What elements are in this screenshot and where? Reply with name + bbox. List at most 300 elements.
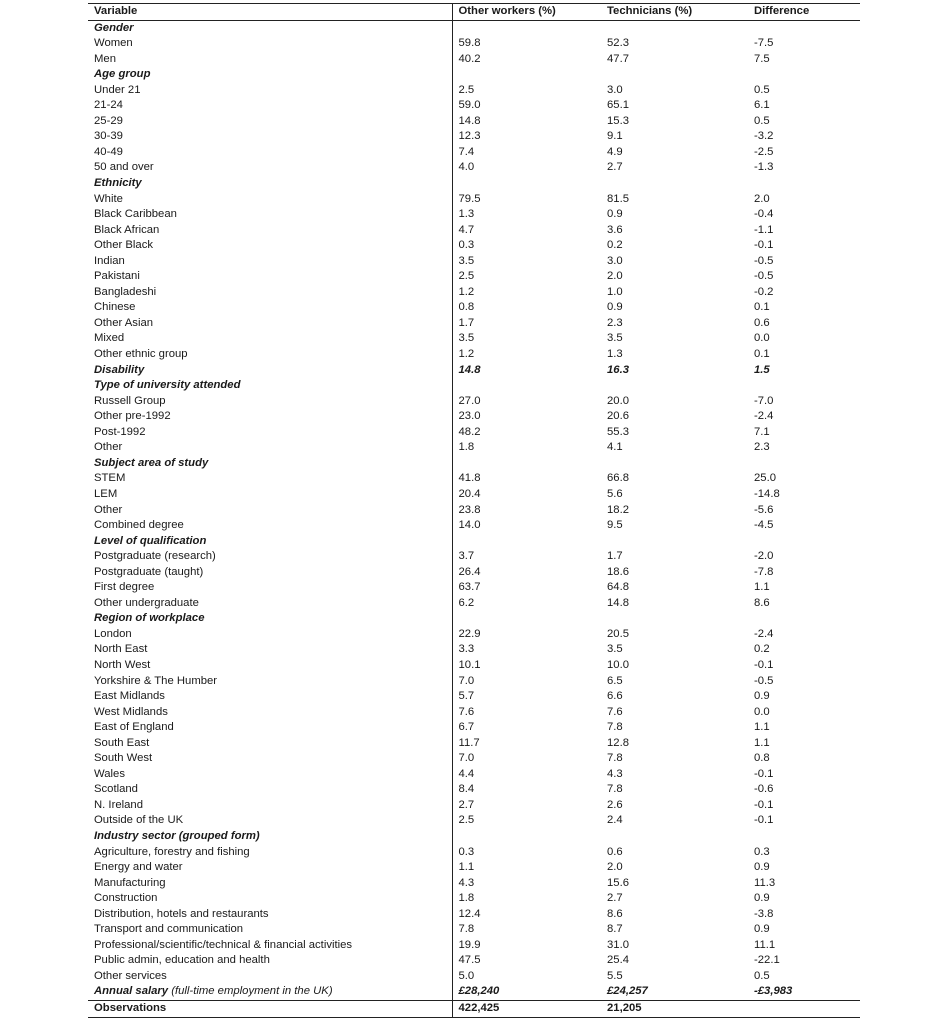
difference-cell xyxy=(748,378,860,394)
other-workers-cell: 7.4 xyxy=(452,145,601,161)
table-row xyxy=(88,36,860,52)
row-label-text: Age group xyxy=(94,68,151,81)
table-row xyxy=(88,674,860,690)
other-workers-cell: 47.5 xyxy=(452,953,601,969)
table-row xyxy=(88,394,860,410)
difference-cell: -7.0 xyxy=(754,394,774,407)
other-workers-cell xyxy=(452,611,601,627)
row-label xyxy=(88,1001,452,1018)
technicians-cell: 14.8 xyxy=(607,596,629,609)
row-label xyxy=(88,627,452,643)
row-label-text: Outside of the UK xyxy=(94,814,184,827)
row-label-text: Women xyxy=(94,37,133,50)
technicians-cell: 7.8 xyxy=(607,783,623,796)
difference-cell: 2.3 xyxy=(754,441,770,454)
table-row xyxy=(88,782,860,798)
technicians-cell: 1.3 xyxy=(607,348,623,361)
difference-cell: -22.1 xyxy=(754,954,780,967)
row-label xyxy=(88,114,452,130)
section-label xyxy=(88,378,452,394)
difference-cell: 0.8 xyxy=(754,752,770,765)
table-row xyxy=(88,285,860,301)
other-workers-cell: 3.5 xyxy=(452,331,601,347)
row-label xyxy=(88,705,452,721)
difference-cell: 1.1 xyxy=(754,721,770,734)
row-label-text: Observations xyxy=(94,1002,167,1014)
table-row xyxy=(88,705,860,721)
row-label-text: Other Black xyxy=(94,239,154,252)
table-row xyxy=(88,813,860,829)
section-label xyxy=(88,20,452,36)
table-row xyxy=(88,751,860,767)
technicians-cell: 6.5 xyxy=(607,674,623,687)
table-row xyxy=(88,907,860,923)
row-label-text: Region of workplace xyxy=(94,612,205,625)
row-label xyxy=(88,238,452,254)
row-label-text: North West xyxy=(94,658,151,671)
table-body xyxy=(88,20,860,1017)
row-label xyxy=(88,953,452,969)
table-row xyxy=(88,487,860,503)
other-workers-cell: 4.4 xyxy=(452,767,601,783)
row-label xyxy=(88,254,452,270)
table-row xyxy=(88,689,860,705)
difference-cell: -3.8 xyxy=(754,907,774,920)
technicians-cell: 3.0 xyxy=(607,254,623,267)
difference-cell: -£3,983 xyxy=(754,985,793,998)
other-workers-cell: 22.9 xyxy=(452,627,601,643)
row-label xyxy=(88,876,452,892)
row-label xyxy=(88,316,452,332)
difference-cell: 0.1 xyxy=(754,301,770,314)
technicians-cell: 1.7 xyxy=(607,550,623,563)
row-label-text: Type of university attended xyxy=(94,379,241,392)
difference-cell: 0.9 xyxy=(754,892,770,905)
row-label-text: Yorkshire & The Humber xyxy=(94,674,218,687)
table-row xyxy=(88,129,860,145)
row-label xyxy=(88,52,452,68)
row-label-text: South East xyxy=(94,736,150,749)
difference-cell: 2.0 xyxy=(754,192,770,205)
row-label-text: 25-29 xyxy=(94,114,123,127)
other-workers-cell: 4.3 xyxy=(452,876,601,892)
row-label-text: Other Asian xyxy=(94,316,154,329)
row-label xyxy=(88,503,452,519)
technicians-cell: 9.1 xyxy=(607,130,623,143)
row-label xyxy=(88,518,452,534)
row-label-text: North East xyxy=(94,643,148,656)
difference-cell: -0.5 xyxy=(754,254,774,267)
other-workers-cell: 3.7 xyxy=(452,549,601,565)
technicians-cell: 81.5 xyxy=(607,192,629,205)
technicians-cell: 15.3 xyxy=(607,114,629,127)
difference-cell: -0.1 xyxy=(754,767,774,780)
row-label xyxy=(88,207,452,223)
other-workers-cell: 10.1 xyxy=(452,658,601,674)
row-label xyxy=(88,674,452,690)
difference-cell: -4.5 xyxy=(754,519,774,532)
table-row xyxy=(88,52,860,68)
other-workers-cell: 12.4 xyxy=(452,907,601,923)
other-workers-cell: 59.0 xyxy=(452,98,601,114)
row-label xyxy=(88,223,452,239)
table-row xyxy=(88,440,860,456)
table-row xyxy=(88,114,860,130)
difference-cell: -7.8 xyxy=(754,565,774,578)
technicians-cell: 4.3 xyxy=(607,767,623,780)
row-label-text: East Midlands xyxy=(94,690,165,703)
row-label xyxy=(88,813,452,829)
row-label-text: Under 21 xyxy=(94,83,141,96)
difference-cell: 0.6 xyxy=(754,316,770,329)
technicians-cell xyxy=(601,611,748,627)
technicians-cell: 3.5 xyxy=(607,643,623,656)
table-row xyxy=(88,580,860,596)
table-row xyxy=(88,627,860,643)
row-label xyxy=(88,440,452,456)
row-label-text: Energy and water xyxy=(94,861,183,874)
table-row xyxy=(88,425,860,441)
row-label xyxy=(88,347,452,363)
section-header-row xyxy=(88,67,860,83)
technicians-cell: 5.6 xyxy=(607,487,623,500)
technicians-cell: 2.3 xyxy=(607,316,623,329)
technicians-cell: 0.9 xyxy=(607,301,623,314)
technicians-cell: 8.6 xyxy=(607,907,623,920)
row-label-text: 40-49 xyxy=(94,145,123,158)
row-label-text: Wales xyxy=(94,767,125,780)
other-workers-cell: 79.5 xyxy=(452,192,601,208)
technicians-cell: 2.0 xyxy=(607,270,623,283)
difference-cell: -1.3 xyxy=(754,161,774,174)
row-label xyxy=(88,798,452,814)
other-workers-cell xyxy=(452,534,601,550)
technicians-cell: 3.0 xyxy=(607,83,623,96)
other-workers-cell: 20.4 xyxy=(452,487,601,503)
difference-cell: 0.1 xyxy=(754,348,770,361)
other-workers-cell: 1.8 xyxy=(452,440,601,456)
difference-cell: 0.0 xyxy=(754,705,770,718)
difference-cell: -0.5 xyxy=(754,674,774,687)
difference-cell: 0.0 xyxy=(754,332,770,345)
table-row xyxy=(88,798,860,814)
other-workers-cell: 7.0 xyxy=(452,751,601,767)
row-label xyxy=(88,269,452,285)
row-label-text: Level of qualification xyxy=(94,534,207,547)
other-workers-cell: 0.3 xyxy=(452,238,601,254)
row-label-text: Black Caribbean xyxy=(94,208,177,221)
section-header-row xyxy=(88,20,860,36)
row-label-text: Industry sector (grouped form) xyxy=(94,829,260,842)
other-workers-cell: 11.7 xyxy=(452,736,601,752)
row-label xyxy=(88,922,452,938)
header-technicians: Technicians (%) xyxy=(601,4,748,20)
technicians-cell xyxy=(601,176,748,192)
difference-cell: 7.1 xyxy=(754,425,770,438)
technicians-cell: 2.0 xyxy=(607,861,623,874)
table-row xyxy=(88,767,860,783)
table-row xyxy=(88,269,860,285)
row-label-text: 50 and over xyxy=(94,161,154,174)
difference-cell: 0.9 xyxy=(754,861,770,874)
row-label-text: Subject area of study xyxy=(94,456,209,469)
table-row xyxy=(88,300,860,316)
technicians-cell: 64.8 xyxy=(607,581,629,594)
technicians-cell: 4.9 xyxy=(607,145,623,158)
row-label-text: Manufacturing xyxy=(94,876,166,889)
other-workers-cell: 23.0 xyxy=(452,409,601,425)
difference-cell: 1.1 xyxy=(754,581,770,594)
difference-cell: -14.8 xyxy=(754,487,780,500)
row-label-text: Men xyxy=(94,52,116,65)
technicians-cell: 3.6 xyxy=(607,223,623,236)
difference-cell xyxy=(748,67,860,83)
table-row xyxy=(88,720,860,736)
row-label xyxy=(88,751,452,767)
technicians-cell: 16.3 xyxy=(607,363,629,376)
row-label-text: Postgraduate (taught) xyxy=(94,565,204,578)
other-workers-cell: 40.2 xyxy=(452,52,601,68)
row-label xyxy=(88,891,452,907)
section-header-row xyxy=(88,534,860,550)
table-row xyxy=(88,642,860,658)
other-workers-cell: £28,240 xyxy=(452,984,601,1000)
row-label-text: White xyxy=(94,192,123,205)
difference-cell: -0.5 xyxy=(754,270,774,283)
table-row xyxy=(88,363,860,379)
difference-cell: 0.5 xyxy=(754,969,770,982)
row-label xyxy=(88,331,452,347)
technicians-cell: 1.0 xyxy=(607,285,623,298)
row-label xyxy=(88,363,452,379)
other-workers-cell: 4.0 xyxy=(452,160,601,176)
row-label-text: Postgraduate (research) xyxy=(94,550,216,563)
other-workers-cell xyxy=(452,829,601,845)
section-header-row xyxy=(88,829,860,845)
technicians-cell: 9.5 xyxy=(607,519,623,532)
technicians-cell: 0.6 xyxy=(607,845,623,858)
row-label-text: Construction xyxy=(94,892,158,905)
difference-cell: -0.2 xyxy=(754,285,774,298)
technicians-cell: 47.7 xyxy=(607,52,629,65)
technicians-cell: 12.8 xyxy=(607,736,629,749)
row-label-text: 30-39 xyxy=(94,130,123,143)
difference-cell: 7.5 xyxy=(754,52,770,65)
row-label xyxy=(88,642,452,658)
other-workers-cell: 1.2 xyxy=(452,285,601,301)
row-label-text: Mixed xyxy=(94,332,125,345)
other-workers-cell: 1.3 xyxy=(452,207,601,223)
table-row xyxy=(88,316,860,332)
other-workers-cell xyxy=(452,456,601,472)
table-row xyxy=(88,238,860,254)
other-workers-cell: 27.0 xyxy=(452,394,601,410)
row-label-text: Professional/scientific/technical & financial activities xyxy=(94,938,353,951)
difference-cell: 0.2 xyxy=(754,643,770,656)
technicians-cell: 5.5 xyxy=(607,969,623,982)
table-row xyxy=(88,254,860,270)
row-label-text: Scotland xyxy=(94,783,138,796)
row-label xyxy=(88,409,452,425)
table-row xyxy=(88,83,860,99)
row-label-text: Pakistani xyxy=(94,270,140,283)
row-label xyxy=(88,83,452,99)
other-workers-cell: 26.4 xyxy=(452,565,601,581)
row-label xyxy=(88,860,452,876)
row-label xyxy=(88,192,452,208)
table-row xyxy=(88,938,860,954)
other-workers-cell: 1.7 xyxy=(452,316,601,332)
row-label-text: Ethnicity xyxy=(94,177,142,190)
row-label xyxy=(88,471,452,487)
row-label-text: 21-24 xyxy=(94,99,123,112)
other-workers-cell: 19.9 xyxy=(452,938,601,954)
other-workers-cell: 2.7 xyxy=(452,798,601,814)
row-label-text: Annual salary xyxy=(94,985,169,998)
other-workers-cell: 59.8 xyxy=(452,36,601,52)
difference-cell: -2.0 xyxy=(754,550,774,563)
other-workers-cell: 2.5 xyxy=(452,83,601,99)
technicians-cell: 0.9 xyxy=(607,208,623,221)
technicians-cell: 21,205 xyxy=(601,1001,748,1018)
row-label xyxy=(88,160,452,176)
technicians-cell: 7.8 xyxy=(607,752,623,765)
row-label xyxy=(88,36,452,52)
other-workers-cell: 3.5 xyxy=(452,254,601,270)
table-row xyxy=(88,347,860,363)
section-label xyxy=(88,829,452,845)
difference-cell: 0.9 xyxy=(754,923,770,936)
technicians-cell: 0.2 xyxy=(607,239,623,252)
difference-cell: 1.5 xyxy=(754,363,770,376)
row-label-text: Distribution, hotels and restaurants xyxy=(94,907,269,920)
section-header-row xyxy=(88,611,860,627)
technicians-cell xyxy=(601,829,748,845)
difference-cell: -0.1 xyxy=(754,658,774,671)
other-workers-cell xyxy=(452,20,601,36)
table-row xyxy=(88,984,860,1000)
technicians-cell: 7.6 xyxy=(607,705,623,718)
difference-cell: -0.1 xyxy=(754,798,774,811)
difference-cell: 25.0 xyxy=(754,472,776,485)
technicians-cell xyxy=(601,534,748,550)
difference-cell xyxy=(748,456,860,472)
other-workers-cell: 7.0 xyxy=(452,674,601,690)
table-row xyxy=(88,503,860,519)
header-row xyxy=(88,4,860,20)
header-variable: Variable xyxy=(88,4,452,20)
other-workers-cell: 1.2 xyxy=(452,347,601,363)
row-label-text: Other services xyxy=(94,969,167,982)
row-label-text: First degree xyxy=(94,581,155,594)
other-workers-cell: 0.3 xyxy=(452,845,601,861)
table-row xyxy=(88,471,860,487)
table-row xyxy=(88,969,860,985)
technicians-cell: 65.1 xyxy=(607,99,629,112)
other-workers-cell: 1.8 xyxy=(452,891,601,907)
difference-cell: -0.1 xyxy=(754,239,774,252)
technicians-cell: 18.6 xyxy=(607,565,629,578)
difference-cell: -2.4 xyxy=(754,410,774,423)
row-label-text: Agriculture, forestry and fishing xyxy=(94,845,250,858)
row-label-text: STEM xyxy=(94,472,126,485)
other-workers-cell: 422,425 xyxy=(452,1001,601,1018)
technicians-cell: 25.4 xyxy=(607,954,629,967)
row-label-text: Gender xyxy=(94,21,134,34)
other-workers-cell: 63.7 xyxy=(452,580,601,596)
table-row xyxy=(88,331,860,347)
row-label-text: Combined degree xyxy=(94,519,184,532)
difference-cell: 11.1 xyxy=(754,938,776,951)
row-label-note: (full-time employment in the UK) xyxy=(171,985,333,998)
row-label xyxy=(88,145,452,161)
table-row xyxy=(88,192,860,208)
row-label xyxy=(88,907,452,923)
table-row xyxy=(88,160,860,176)
difference-cell: -2.4 xyxy=(754,627,774,640)
row-label xyxy=(88,98,452,114)
row-label xyxy=(88,736,452,752)
section-label xyxy=(88,456,452,472)
row-label xyxy=(88,425,452,441)
technicians-cell: 7.8 xyxy=(607,721,623,734)
row-label-text: Indian xyxy=(94,254,125,267)
technicians-cell: 20.5 xyxy=(607,627,629,640)
table-row xyxy=(88,145,860,161)
difference-cell: -0.4 xyxy=(754,208,774,221)
technicians-cell: 66.8 xyxy=(607,472,629,485)
header-difference: Difference xyxy=(748,4,860,20)
other-workers-cell: 6.7 xyxy=(452,720,601,736)
technicians-cell: 52.3 xyxy=(607,37,629,50)
table-row xyxy=(88,860,860,876)
other-workers-cell: 8.4 xyxy=(452,782,601,798)
technicians-cell: 55.3 xyxy=(607,425,629,438)
difference-cell: 0.9 xyxy=(754,690,770,703)
other-workers-cell: 48.2 xyxy=(452,425,601,441)
table-row xyxy=(88,409,860,425)
difference-cell: 0.3 xyxy=(754,845,770,858)
row-label-text: London xyxy=(94,627,132,640)
technicians-cell: 8.7 xyxy=(607,923,623,936)
other-workers-cell xyxy=(452,67,601,83)
difference-cell: -5.6 xyxy=(754,503,774,516)
table-row xyxy=(88,518,860,534)
row-label-text: East of England xyxy=(94,721,174,734)
table-row xyxy=(88,876,860,892)
row-label-text: N. Ireland xyxy=(94,798,143,811)
difference-cell: -7.5 xyxy=(754,37,774,50)
difference-cell: -0.6 xyxy=(754,783,774,796)
other-workers-cell: 7.6 xyxy=(452,705,601,721)
section-header-row xyxy=(88,176,860,192)
technicians-cell: 3.5 xyxy=(607,332,623,345)
other-workers-cell: 1.1 xyxy=(452,860,601,876)
table-row xyxy=(88,223,860,239)
technicians-cell: 6.6 xyxy=(607,690,623,703)
row-label-text: Transport and communication xyxy=(94,923,244,936)
other-workers-cell: 3.3 xyxy=(452,642,601,658)
row-label-text: Post-1992 xyxy=(94,425,146,438)
difference-cell: -0.1 xyxy=(754,814,774,827)
technicians-cell xyxy=(601,456,748,472)
row-label xyxy=(88,845,452,861)
row-label-text: LEM xyxy=(94,487,118,500)
row-label xyxy=(88,580,452,596)
other-workers-cell: 7.8 xyxy=(452,922,601,938)
difference-cell: 0.5 xyxy=(754,83,770,96)
table-row xyxy=(88,922,860,938)
